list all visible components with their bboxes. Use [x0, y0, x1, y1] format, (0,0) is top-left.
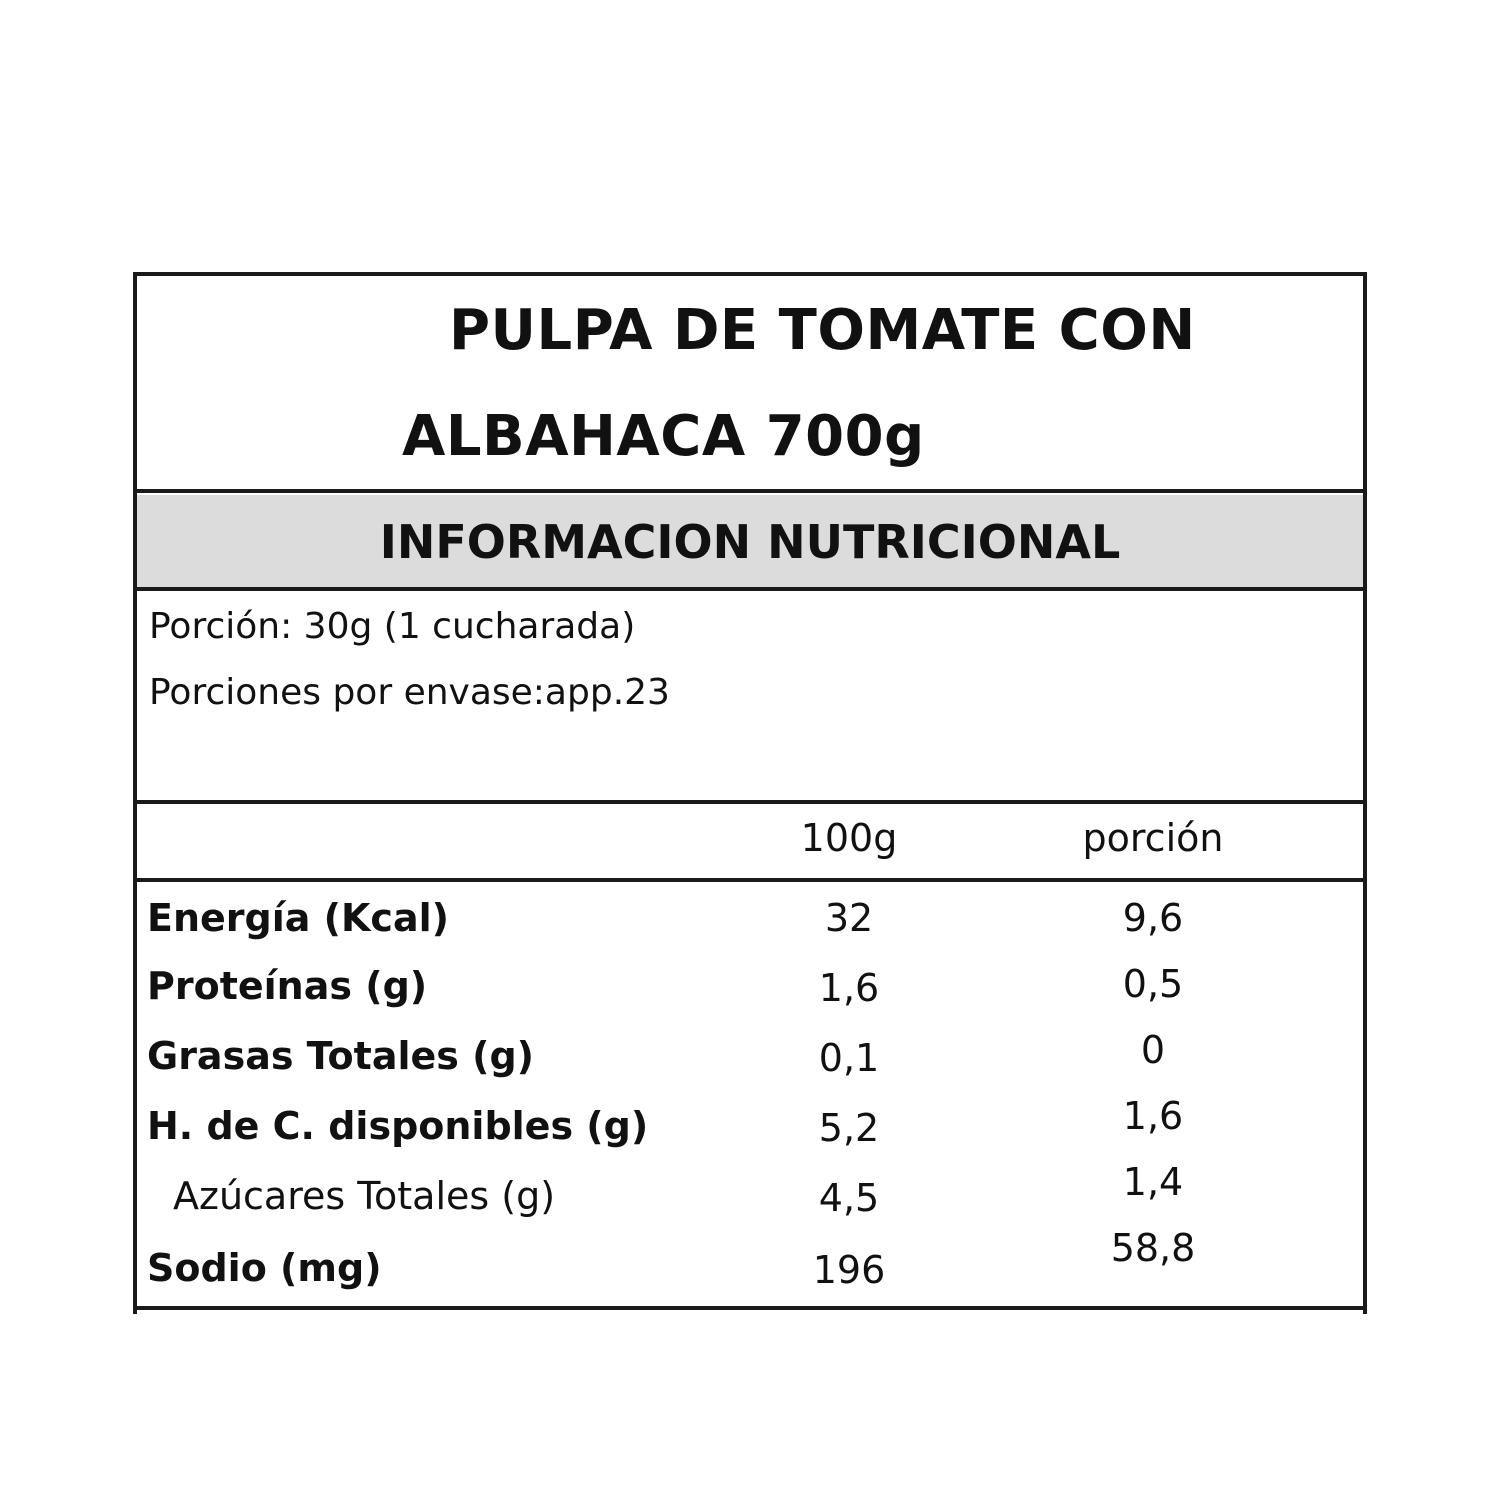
nutrient-value-carbohydrates-100g: 5,2 — [818, 1106, 880, 1150]
nutrient-value-total-fat-100g: 0,1 — [818, 1036, 880, 1080]
nutrient-label-total-fat: Grasas Totales (g) — [147, 1034, 535, 1078]
divider — [137, 587, 1363, 591]
section-title: INFORMACION NUTRICIONAL — [379, 515, 1121, 569]
divider — [137, 1306, 1363, 1310]
product-title-line-1: PULPA DE TOMATE CON — [449, 298, 1196, 363]
nutrient-value-energy-100g: 32 — [824, 896, 874, 940]
column-header-100g: 100g — [800, 816, 898, 860]
nutrient-label-protein: Proteínas (g) — [147, 964, 428, 1008]
nutrient-value-total-sugars-100g: 4,5 — [818, 1176, 880, 1220]
nutrient-value-carbohydrates-serving: 1,6 — [1122, 1094, 1184, 1138]
nutrient-label-total-sugars: Azúcares Totales (g) — [173, 1174, 556, 1218]
nutrient-value-protein-serving: 0,5 — [1122, 962, 1184, 1006]
nutrient-value-total-fat-serving: 0 — [1140, 1028, 1166, 1072]
column-header-serving: porción — [1082, 816, 1224, 860]
product-title-line-2: ALBAHACA 700g — [402, 404, 925, 469]
nutrient-value-sodium-100g: 196 — [812, 1248, 886, 1292]
nutrient-label-energy: Energía (Kcal) — [147, 896, 449, 940]
serving-size: Porción: 30g (1 cucharada) — [149, 606, 636, 647]
nutrient-value-energy-serving: 9,6 — [1122, 896, 1184, 940]
nutrition-facts-label — [133, 272, 1367, 1314]
nutrient-label-sodium: Sodio (mg) — [147, 1246, 382, 1290]
nutrient-value-sodium-serving: 58,8 — [1110, 1226, 1196, 1270]
divider — [137, 800, 1363, 804]
divider — [137, 878, 1363, 882]
divider — [137, 489, 1363, 493]
nutrient-value-protein-100g: 1,6 — [818, 966, 880, 1010]
section-banner — [137, 495, 1363, 589]
nutrient-label-carbohydrates: H. de C. disponibles (g) — [147, 1104, 649, 1148]
nutrient-value-total-sugars-serving: 1,4 — [1122, 1160, 1184, 1204]
servings-per-container: Porciones por envase:app.23 — [149, 672, 670, 713]
